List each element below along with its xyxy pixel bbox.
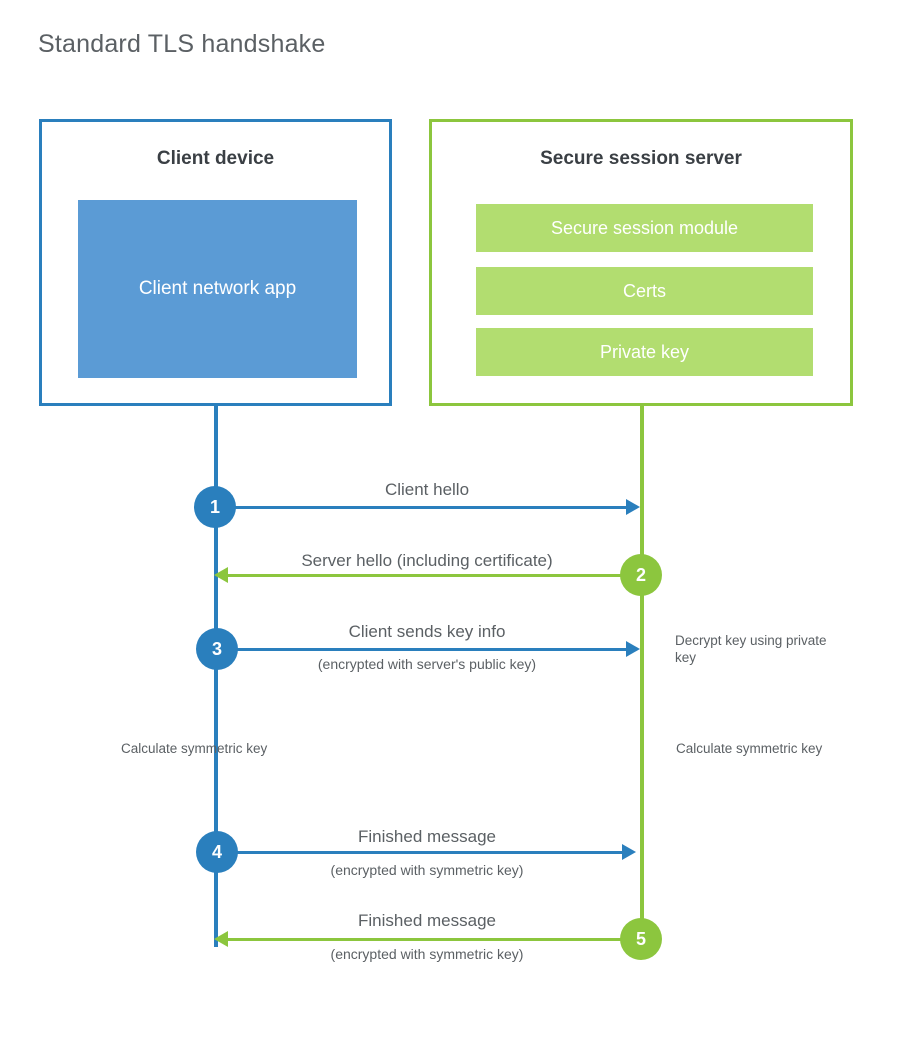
step-2-label: Server hello (including certificate)	[301, 551, 553, 570]
step-3-arrow-line	[214, 648, 626, 651]
step-5-arrow-head	[214, 931, 228, 947]
note-decrypt-key: Decrypt key using private key	[675, 633, 827, 665]
step-2-marker: 2	[620, 554, 662, 596]
step-1-marker: 1	[194, 486, 236, 528]
client-device-title: Client device	[156, 148, 275, 169]
step-5-marker: 5	[620, 918, 662, 960]
server-component-secure-session-module: Secure session module	[476, 204, 813, 252]
step-5-arrow-line	[228, 938, 640, 941]
step-4-arrow-line	[214, 851, 622, 854]
secure-session-server-panel	[429, 119, 853, 406]
step-1-arrow-head	[626, 499, 640, 515]
note-client-calculate-symmetric-key: Calculate symmetric key	[121, 741, 268, 756]
client-network-app-box: Client network app	[78, 200, 357, 378]
step-3-sublabel: (encrypted with server's public key)	[317, 656, 537, 672]
page-title: Standard TLS handshake	[38, 30, 326, 58]
step-1-label: Client hello	[384, 480, 470, 499]
step-4-sublabel: (encrypted with symmetric key)	[330, 862, 524, 878]
step-3-arrow-head	[626, 641, 640, 657]
step-4-marker: 4	[196, 831, 238, 873]
client-device-panel	[39, 119, 392, 406]
step-1-arrow-line	[214, 506, 626, 509]
step-4-arrow-head	[622, 844, 636, 860]
step-3-marker: 3	[196, 628, 238, 670]
server-component-certs: Certs	[476, 267, 813, 315]
step-4-label: Finished message	[358, 827, 496, 846]
step-3-label: Client sends key info	[348, 622, 506, 641]
step-5-label: Finished message	[358, 911, 496, 930]
step-2-arrow-head	[214, 567, 228, 583]
server-lifeline	[640, 406, 644, 941]
server-component-private-key: Private key	[476, 328, 813, 376]
server-title: Secure session server	[540, 148, 742, 169]
step-5-sublabel: (encrypted with symmetric key)	[330, 946, 524, 962]
step-2-arrow-line	[228, 574, 640, 577]
note-server-calculate-symmetric-key: Calculate symmetric key	[676, 741, 823, 756]
